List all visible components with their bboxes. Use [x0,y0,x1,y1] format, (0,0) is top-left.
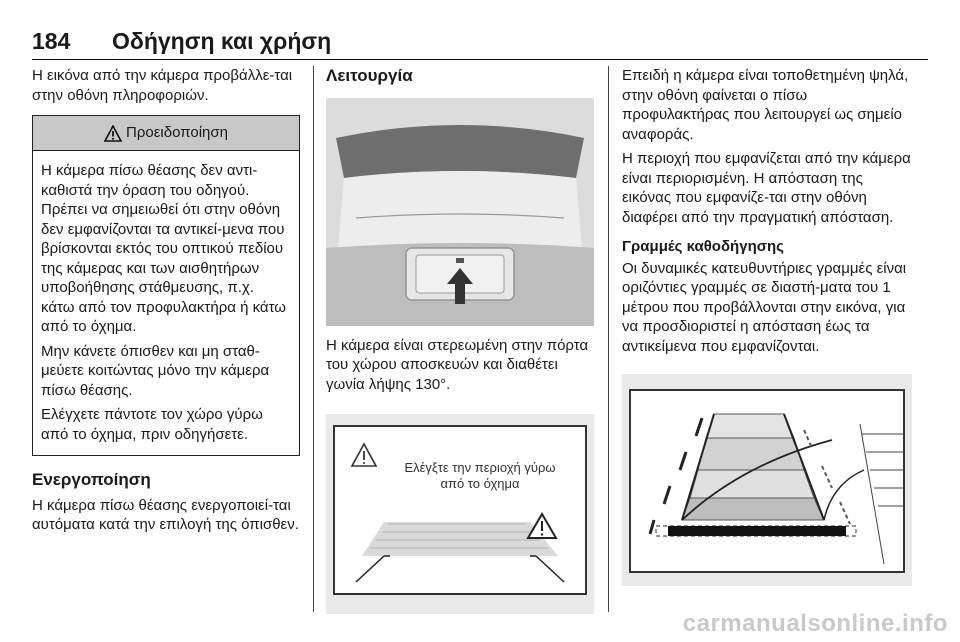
camera-display-drawing [326,414,594,614]
warning-title: Προειδοποίηση [126,124,228,142]
column-middle [326,66,594,614]
warning-triangle-icon [104,125,122,142]
tailgate-camera-illustration [326,98,594,326]
guidelines-drawing [622,374,912,586]
column-divider-2 [608,66,609,612]
activation-paragraph: Η κάμερα πίσω θέασης ενεργοποιεί-ται αυτόματα κατά την επιλογή της όπισθεν. [32,496,299,533]
column-left [32,66,300,540]
activation-title: Ενεργοποίηση [32,470,151,489]
warning-paragraph-2: Μην κάνετε όπισθεν και μη σταθ-μεύετε κοιτώντας μόνο την κάμερα πίσω θέασης. [41,342,270,399]
guidelines-display-illustration [622,374,912,586]
warning-box [32,115,300,456]
screen-warning-line-2: από το όχημα [440,476,520,491]
guidelines-title: Γραμμές καθοδήγησης [622,238,784,255]
guidelines-paragraph: Οι δυναμικές κατευθυντήριες γραμμές είναι οριζόντιες γραμμές σε διαστή-ματα του 1 μέτρου που προβάλλονται στην εικόνα, για να προσδιοριστεί η απόσταση έως τα αντικείμενα που εμφανίζονται. [622,259,907,355]
camera-display-illustration [326,414,594,614]
column-right [622,66,912,586]
function-paragraph: Η κάμερα είναι στερεωμένη στην πόρτα του χώρου αποσκευών και διαθέτει γωνία λήψης 130°. [326,336,589,393]
range-paragraph: Η περιοχή που εμφανίζεται από την κάμερα είναι περιορισμένη. Η απόσταση της εικόνας που εμφανίζε-ται στην οθόνη διαφέρει από την πραγματική απόσταση. [622,150,911,226]
screen-warning-line-1: Ελέγξτε την περιοχή γύρω [404,460,556,475]
function-title: Λειτουργία [326,66,413,85]
header-rule [32,59,928,60]
warning-header [33,116,299,151]
warning-paragraph-3: Ελέγχετε πάντοτε τον χώρο γύρω από το όχημα, πριν οδηγήσετε. [41,406,263,443]
intro-paragraph: Η εικόνα από την κάμερα προβάλλε-ται στην οθόνη πληροφοριών. [32,67,293,104]
chapter-title: Οδήγηση και χρήση [112,28,332,54]
bumper-paragraph: Επειδή η κάμερα είναι τοποθετημένη ψηλά, στην οθόνη φαίνεται ο πίσω προφυλακτήρας που λειτουργεί ως σημείο αναφοράς. [622,67,909,143]
warning-body [33,151,299,455]
page-number: 184 [32,28,71,54]
tailgate-drawing [326,98,594,326]
warning-paragraph-1: Η κάμερα πίσω θέασης δεν αντι-καθιστά την όραση του οδηγού. Πρέπει να σημειωθεί ότι στην οθόνη δεν εμφανίζονται τα αντικεί-μενα που βρίσκονται εκτός του οπτικού πεδίου της κάμερας και των αισθητήρων υποβοήθησης στάθμευσης, π.χ. κάτω από τον προφυλακτήρα ή κάτω από το όχημα. [41,162,286,335]
watermark: carmanualsonline.info [682,610,948,637]
page-header [32,28,928,60]
column-divider-1 [313,66,314,612]
